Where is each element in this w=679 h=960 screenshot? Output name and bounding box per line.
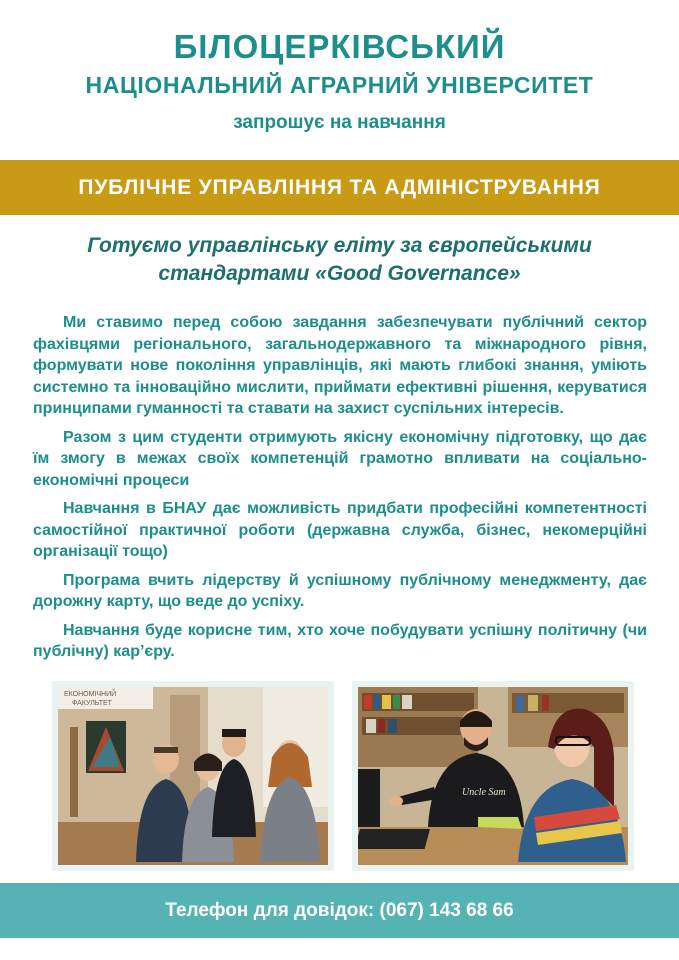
description xyxy=(33,312,647,670)
paragraph-leadership: Програма вчить лідерству й успішному публічному менеджменту, дає дорожну карту, що веде до успіху. xyxy=(33,571,647,610)
paragraph-mission: Ми ставимо перед собою завдання забезпечувати публічний сектор фахівцями регіонального, загальнодержавного та міжнародного рівня, формувати нове покоління управлінців, які мають глибокі знання, уміють системно та інноваційно мислити, приймати ефективні рішення, керуватися принципами гуманності та ставати на захист суспільних інтересів. xyxy=(33,314,647,417)
tagline xyxy=(20,232,659,288)
students-group-photo-frame xyxy=(52,681,334,871)
paragraph-economics: Разом з цим студенти отримують якісну економічну підготовку, що дає їм змогу в межах своїх компетенцій грамотно впливати на соціально-економічні процеси xyxy=(33,428,647,489)
university-name-line2: НАЦІОНАЛЬНИЙ АГРАРНИЙ УНІВЕРСИТЕТ xyxy=(85,72,594,98)
students-group-photo xyxy=(58,687,328,865)
contact-footer xyxy=(0,883,679,938)
faculty-sign-line2: ФАКУЛЬТЕТ xyxy=(72,700,112,707)
phone-contact: Телефон для довідок: (067) 143 68 66 xyxy=(165,899,514,921)
invitation-text: запрошує на навчання xyxy=(233,112,446,133)
faculty-sign-line1: ЕКОНОМІЧНИЙ xyxy=(64,691,117,698)
students-computer-photo-frame xyxy=(352,681,634,871)
students-computer-photo xyxy=(358,687,628,865)
paragraph-career: Навчання буде корисне тим, хто хоче побудувати успішну політичну (чи публічну) кар’єру. xyxy=(33,621,647,660)
program-title: ПУБЛІЧНЕ УПРАВЛІННЯ ТА АДМІНІСТРУВАННЯ xyxy=(78,175,601,199)
tagline-line2: стандартами «Good Governance» xyxy=(158,262,521,285)
shirt-print-text: Uncle Sam xyxy=(462,787,506,798)
paragraph-competences: Навчання в БНАУ дає можливість придбати професійні компетентності самостійної практичної роботи (державна служба, бізнес, некомерційні організації тощо) xyxy=(33,500,647,560)
university-name-line1: БІЛОЦЕРКІВСЬКИЙ xyxy=(173,28,506,65)
tagline-line1: Готуємо управлінську еліту за європейськими xyxy=(87,234,592,257)
program-banner xyxy=(0,160,679,215)
